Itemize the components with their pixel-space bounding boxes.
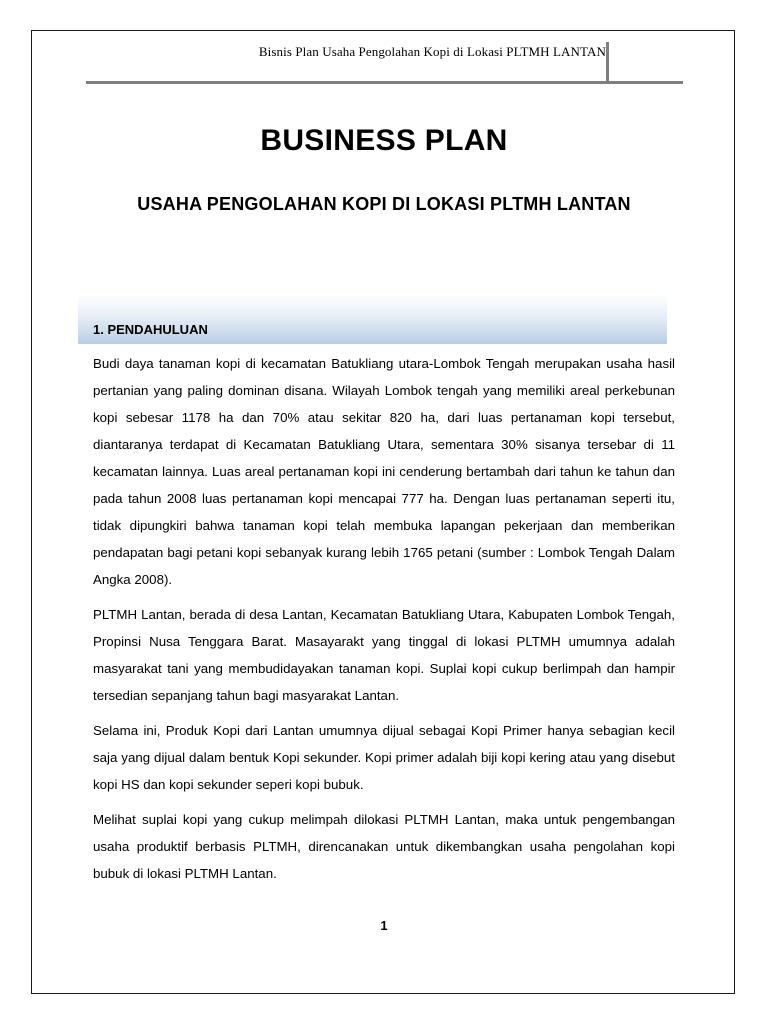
document-title: BUSINESS PLAN (260, 124, 508, 157)
document-subtitle: USAHA PENGOLAHAN KOPI DI LOKASI PLTMH LANTAN (137, 194, 631, 214)
paragraph: Selama ini, Produk Kopi dari Lantan umumnya dijual sebagai Kopi Primer hanya sebagian kecil saja yang dijual dalam bentuk Kopi sekunder. Kopi primer adalah biji kopi kering atau yang disebut kopi HS dan kopi sekunder seperi kopi bubuk. (93, 723, 675, 792)
running-header: Bisnis Plan Usaha Pengolahan Kopi di Lokasi PLTMH LANTAN (258, 44, 606, 59)
page-number: 1 (380, 918, 388, 933)
header-rule (86, 81, 683, 84)
section-body (93, 350, 675, 895)
paragraph: Budi daya tanaman kopi di kecamatan Batukliang utara-Lombok Tengah merupakan usaha hasil pertanian yang paling dominan disana. Wilayah Lombok tengah yang memiliki areal perkebunan kopi sebesar 1178 ha dan 70% atau sekitar 820 ha, dari luas pertanaman kopi tersebut, diantaranya terdapat di Kecamatan Batukliang Utara, sementara 30% sisanya tersebar di 11 kecamatan lainnya. Luas areal pertanaman kopi ini cenderung bertambah dari tahun ke tahun dan pada tahun 2008 luas pertanaman kopi mencapai 777 ha. Dengan luas pertanaman seperti itu, tidak dipungkiri bahwa tanaman kopi telah membuka lapangan pekerjaan dan memberikan pendapatan bagi petani kopi sebanyak kurang lebih 1765 petani (sumber : Lombok Tengah Dalam Angka 2008). (93, 356, 675, 587)
paragraph: Melihat suplai kopi yang cukup melimpah dilokasi PLTMH Lantan, maka untuk pengembangan usaha produktif berbasis PLTMH, direncanakan untuk dikembangkan usaha pengolahan kopi bubuk di lokasi PLTMH Lantan. (93, 812, 675, 881)
header-vertical-rule (606, 42, 609, 84)
paragraph: PLTMH Lantan, berada di desa Lantan, Kecamatan Batukliang Utara, Kabupaten Lombok Tengah, Propinsi Nusa Tenggara Barat. Masayarakt yang tinggal di lokasi PLTMH umumnya adalah masyarakat tani yang membudidayakan tanaman kopi. Suplai kopi cukup berlimpah dan hampir tersedian sepanjang tahun bagi masyarakat Lantan. (93, 607, 675, 703)
section-heading: 1. PENDAHULUAN (93, 322, 208, 337)
